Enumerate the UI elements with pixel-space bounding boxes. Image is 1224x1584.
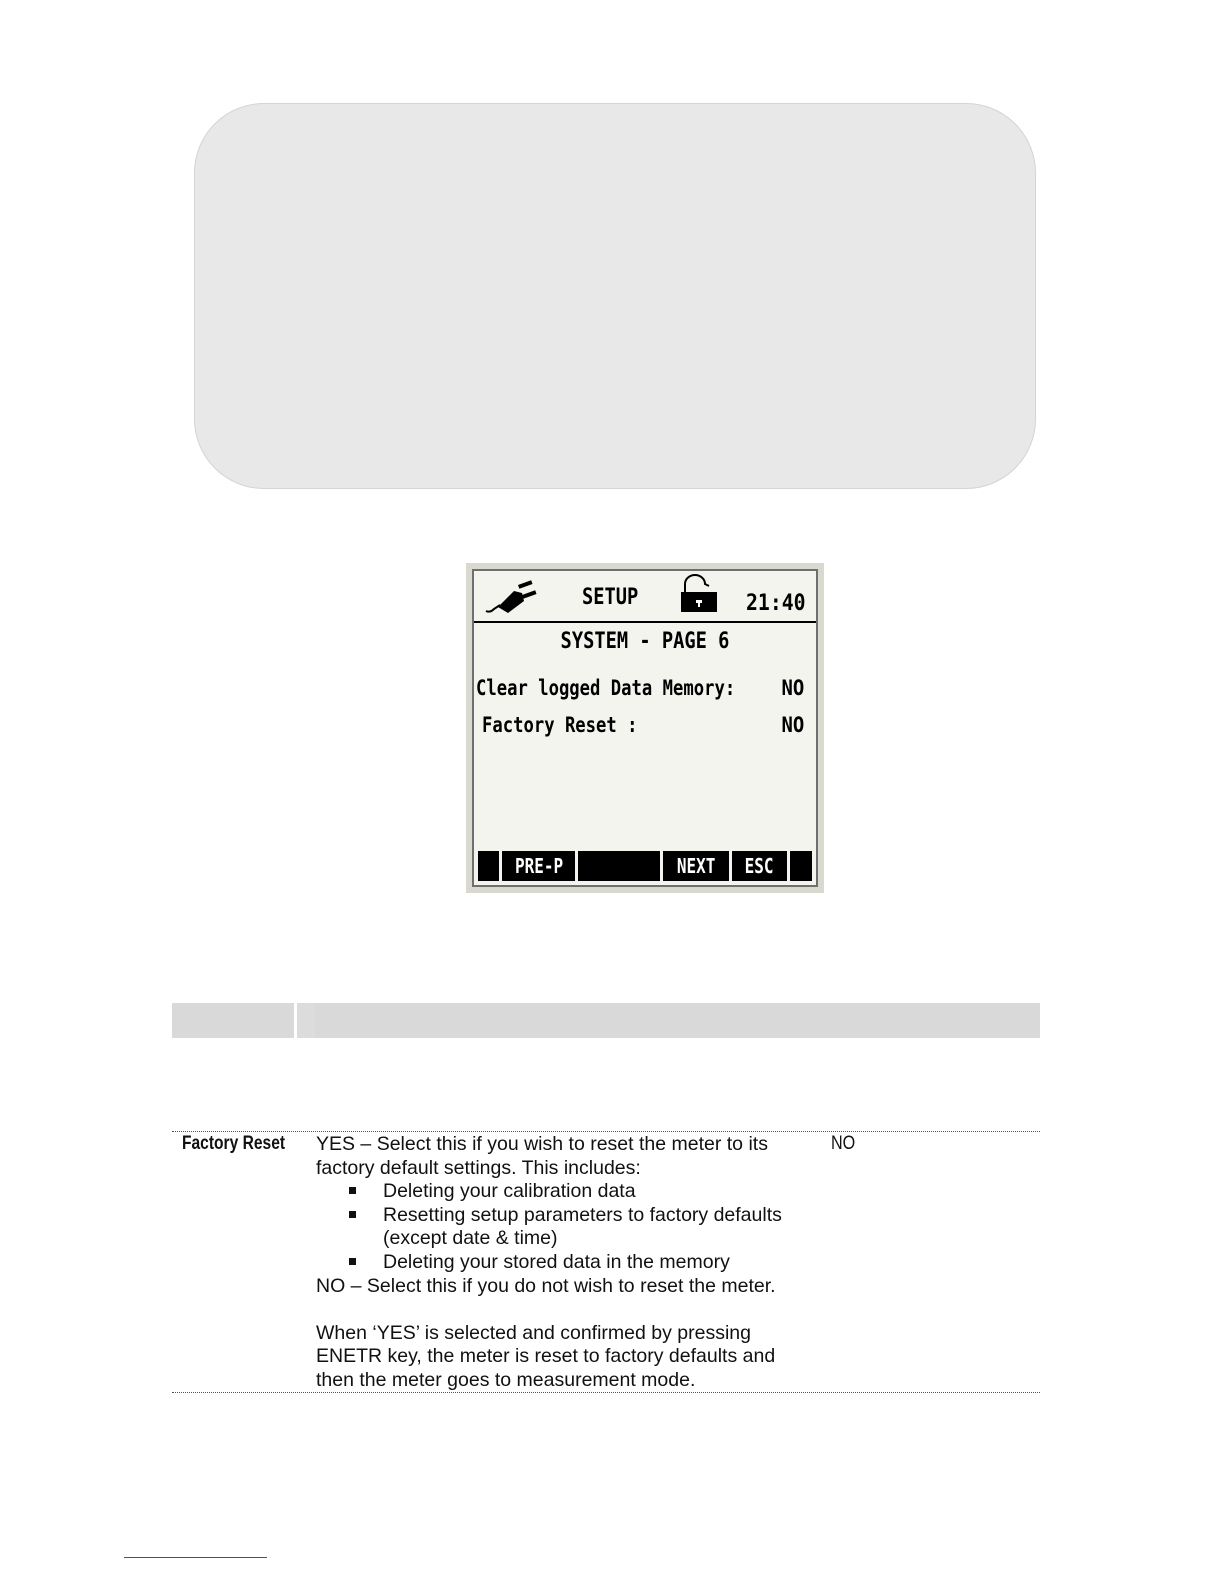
- table-header-row: [172, 1003, 1040, 1038]
- table-row-rule: [172, 1131, 1040, 1132]
- desc-no-text: NO – Select this if you do not wish to reset the meter.: [316, 1274, 776, 1297]
- list-item: Resetting setup parameters to factory defaults (except date & time): [316, 1204, 811, 1251]
- lcd-display: [472, 569, 818, 887]
- lcd-status-bar: [474, 571, 816, 623]
- next-softkey[interactable]: NEXT: [666, 854, 726, 878]
- bullet-list: [316, 1180, 811, 1274]
- esc-softkey[interactable]: ESC: [734, 854, 784, 878]
- table-header-cell: [172, 1003, 294, 1038]
- blank-callout-box: [194, 103, 1036, 489]
- lcd-screenshot: [466, 563, 824, 893]
- table-header-cell: [297, 1003, 315, 1038]
- bullet-icon: [349, 1211, 356, 1218]
- lcd-title: SETUP: [582, 585, 639, 610]
- list-item: Deleting your stored data in the memory: [316, 1251, 811, 1275]
- softkey-divider: [787, 851, 790, 881]
- table-row-rule: [172, 1392, 1040, 1393]
- desc-yes-text: YES – Select this if you wish to reset the meter to its factory default settings. This includes:: [316, 1133, 768, 1179]
- lcd-softkey-bar: [478, 851, 812, 881]
- bullet-icon: [349, 1258, 356, 1265]
- lcd-row-label: Factory Reset :: [482, 713, 638, 737]
- bullet-icon: [349, 1187, 356, 1194]
- softkey-divider: [575, 851, 578, 881]
- lcd-row-label: Clear logged Data Memory:: [476, 676, 736, 700]
- row-label-factory-reset: Factory Reset: [182, 1133, 286, 1154]
- lcd-clock: 21:40: [746, 591, 806, 616]
- row-default-value: NO: [831, 1133, 856, 1154]
- row-description: [316, 1133, 811, 1393]
- list-item: Deleting your calibration data: [316, 1180, 811, 1204]
- softkey-divider: [499, 851, 502, 881]
- lcd-page-title: SYSTEM - PAGE 6: [560, 629, 730, 654]
- plug-icon: [484, 579, 540, 615]
- lcd-row-value: NO: [781, 713, 804, 737]
- lock-icon: [679, 574, 723, 614]
- softkey-divider: [729, 851, 732, 881]
- desc-note-text: When ‘YES’ is selected and confirmed by pressing ENETR key, the meter is reset to factory defaults and then the meter goes to measurement mode.: [316, 1321, 776, 1391]
- footer-rule: [124, 1557, 267, 1558]
- lcd-row-value: NO: [781, 676, 804, 700]
- softkey-divider: [660, 851, 663, 881]
- prev-page-softkey[interactable]: PRE-P: [506, 854, 572, 878]
